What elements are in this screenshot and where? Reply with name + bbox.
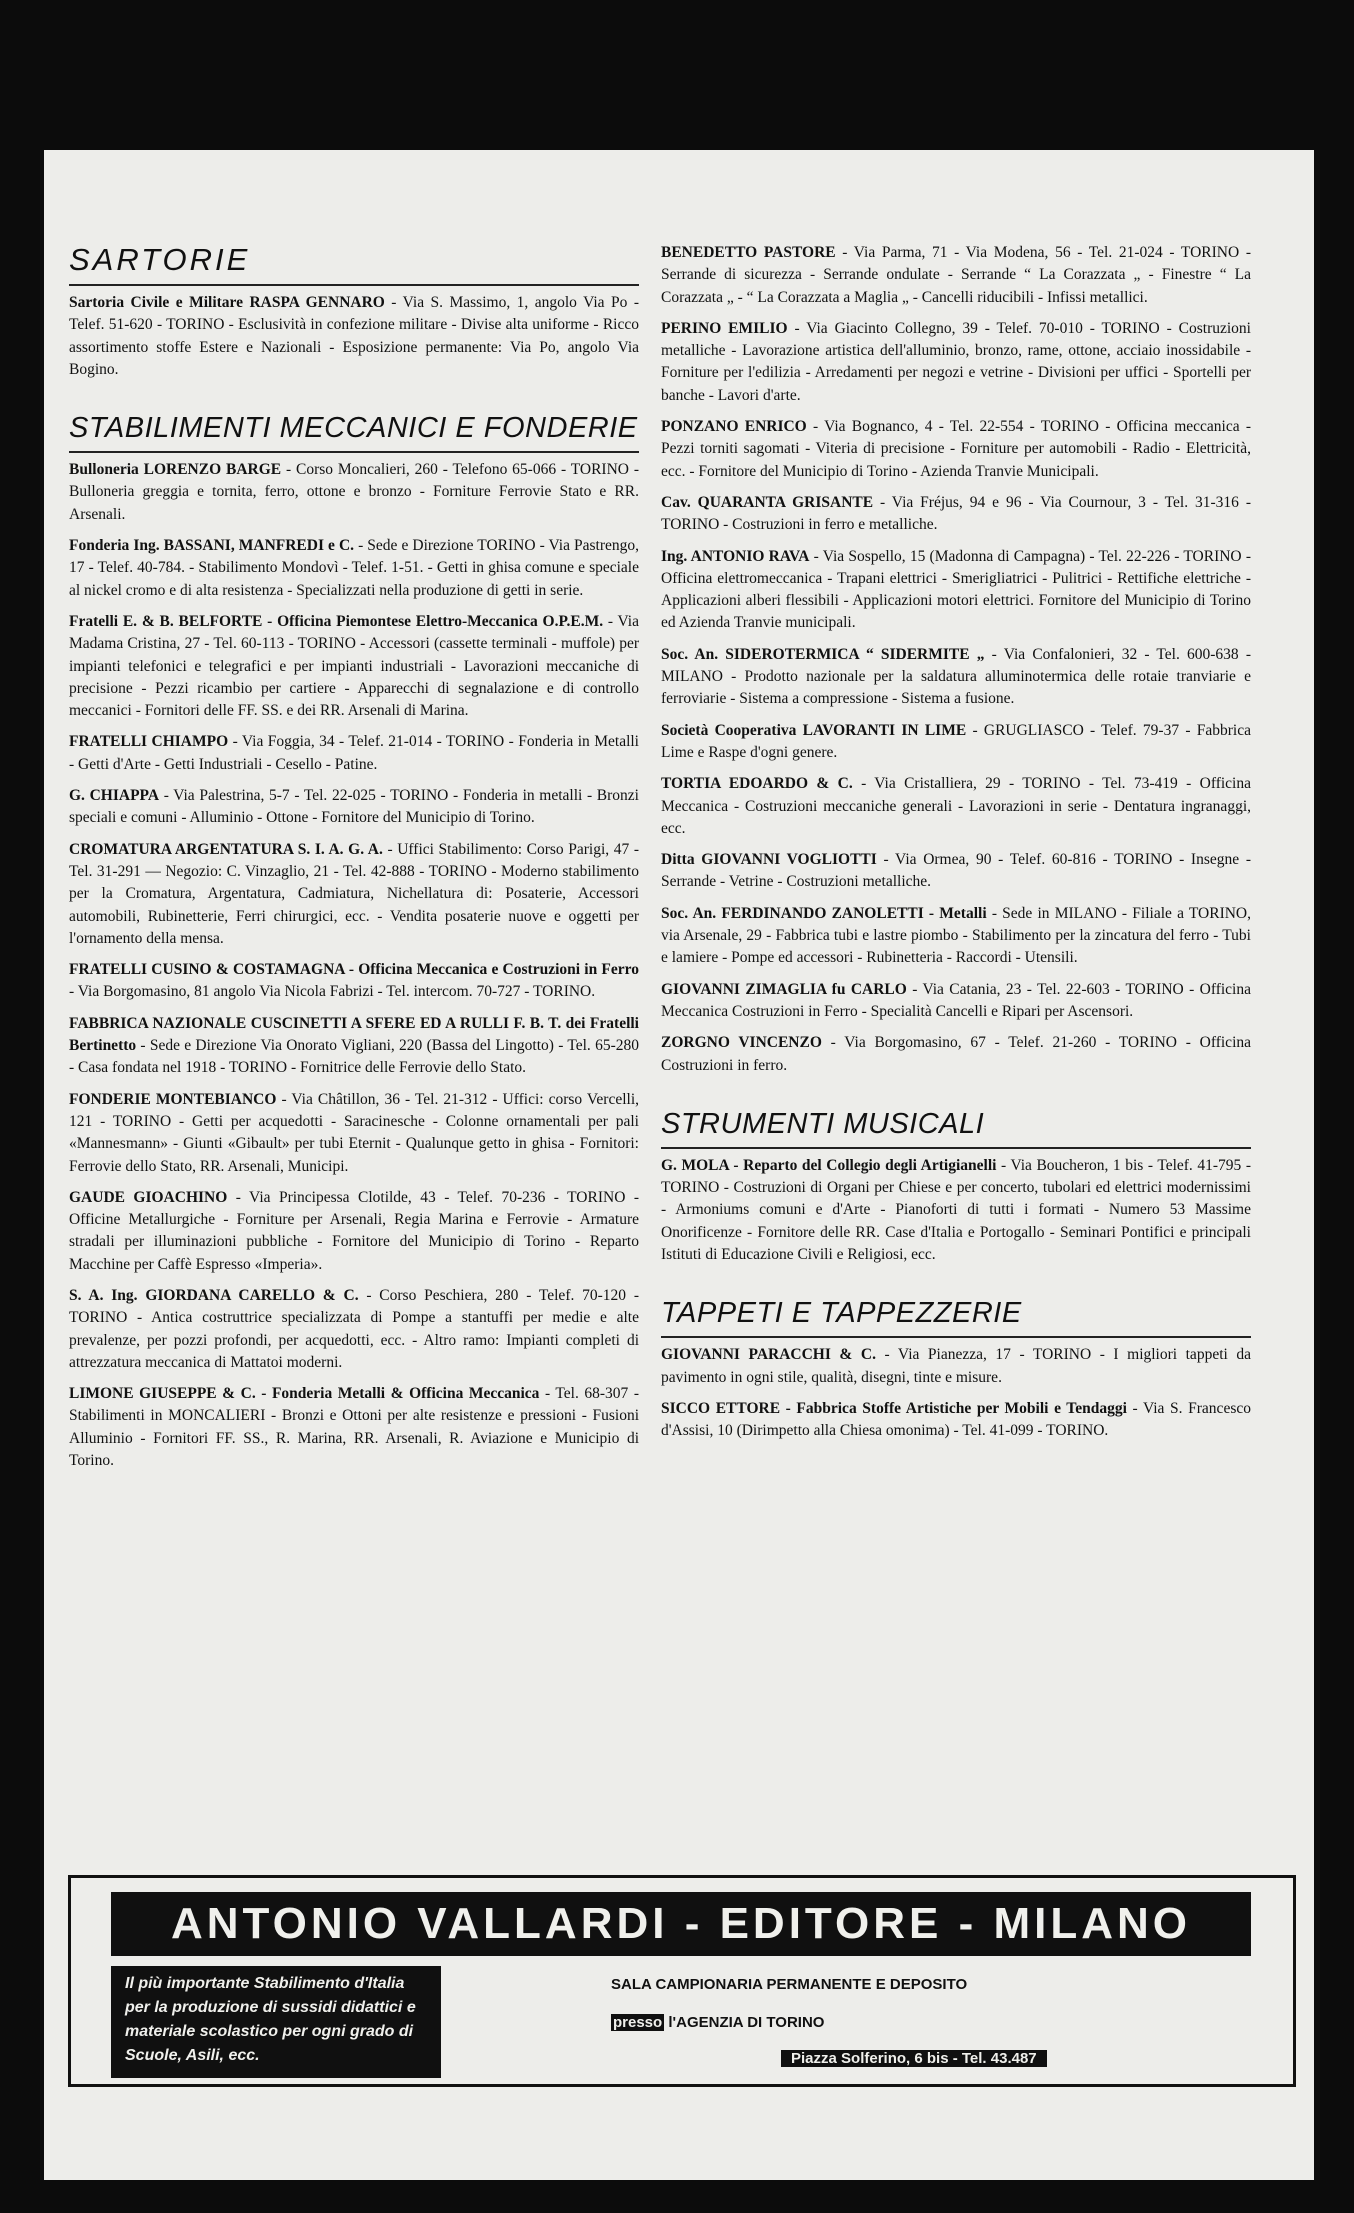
listing-name: G. CHIAPPA [69, 787, 160, 805]
listing-details: - Via Fréjus, 94 e 96 - Via Cournour, 3 - Tel. 31-316 - TORINO - Costruzioni in ferro e metalliche. [661, 493, 1251, 534]
listing-entry [69, 1013, 639, 1080]
listing-name: LIMONE GIUSEPPE & C. - Fonderia Metalli & Officina Meccanica [69, 1385, 540, 1403]
listing-details: - Sede e Direzione Via Onorato Vigliani, 220 (Bassa del Lingotto) - Tel. 65-280 - Casa fondata nel 1918 - TORINO - Fornitrice delle Ferrovie dello Stato. [69, 1037, 639, 1077]
listing-details: - Uffici Stabilimento: Corso Parigi, 47 - Tel. 31-291 — Negozio: C. Vinzaglio, 21 - Tel. 42-888 - TORINO - Moderno stabilimento per la Cromatura, Argentatura, Cadmiatura, Nichellatura di: Posaterie, Accessori automobili, Rubinetterie, Ferri chirurgici, ecc. - Vendita posaterie nuove e oggetti per l'ornamento della mensa. [69, 840, 640, 947]
listing-entry [661, 1032, 1251, 1077]
listing-entry [69, 535, 639, 602]
listing-details: - Via S. Francesco d'Assisi, 10 (Dirimpetto alla Chiesa omonima) - Tel. 41-099 - TORINO. [661, 1399, 1251, 1440]
listing-details: - GRUGLIASCO - Telef. 79-37 - Fabbrica Lime e Raspe d'ogni genere. [661, 721, 1251, 761]
banner-agency-prefix: presso [613, 2014, 663, 2031]
listing-details: - Via Sospello, 15 (Madonna di Campagna) - Tel. 22-226 - TORINO - Officina elettromeccanica - Trapani elettrici - Smerigliatrici - Pulitrici - Rettifiche elettriche - Applicazioni alberi flessibili - Applicazioni motori elettrici. Fornitore del Municipio di Torino ed Azienda Tranvie municipali. [661, 547, 1251, 632]
listing-entry [69, 1089, 639, 1178]
listing-details: - Via Cristalliera, 29 - TORINO - Tel. 73-419 - Officina Meccanica - Costruzioni meccaniche generali - Lavorazioni in serie - Dentatura ingranaggi, ecc. [661, 775, 1251, 837]
listing-name: Bulloneria LORENZO BARGE [69, 461, 282, 479]
listing-name: Sartoria Civile e Militare RASPA GENNARO [69, 294, 385, 311]
listing-details: - Corso Peschiera, 280 - Telef. 70-120 - TORINO - Antica costruttrice specializzata di Pompe a stantuffi per medie e alte prevalenze, per pozzi profondi, per acquedotti, ecc. - Altro ramo: Impianti completi di attrezzatura meccanica di Mattatoi moderni. [69, 1286, 639, 1371]
listing-name: S. A. Ing. GIORDANA CARELLO & C. [69, 1286, 359, 1304]
listing-details: - Via Châtillon, 36 - Tel. 21-312 - Uffici: corso Vercelli, 121 - TORINO - Getti per acquedotti - Saracinesche - Colonne ornamentali per pali «Mannesmann» - Giunti «Gibault» per tubi Eternit - Qualunque getto in ghisa - Fornitori: Ferrovie dello Stato, RR. Arsenali, Municipi. [69, 1090, 639, 1175]
listing-name: Ing. ANTONIO RAVA [661, 547, 810, 565]
listing-entry [661, 492, 1251, 537]
listing-entry [661, 318, 1251, 407]
listing-entry [661, 849, 1251, 894]
banner-address-line: Piazza Solferino, 6 bis - Tel. 43.487 [781, 2050, 1047, 2067]
listing-entry [69, 611, 639, 722]
listing-entry [661, 773, 1251, 840]
listing-name: FONDERIE MONTEBIANCO [69, 1090, 277, 1108]
listing-name: TORTIA EDOARDO & C. [661, 775, 853, 793]
listing-name: Fratelli E. & B. BELFORTE - Officina Piemontese Elettro-Meccanica O.P.E.M. [69, 612, 604, 630]
banner-showroom-line: SALA CAMPIONARIA PERMANENTE E DEPOSITO [611, 1976, 968, 1993]
listing-name: Ditta GIOVANNI VOGLIOTTI [661, 851, 877, 869]
listing-entry [661, 242, 1251, 309]
listing-name: FRATELLI CUSINO & COSTAMAGNA - Officina Meccanica e Costruzioni in Ferro [69, 961, 639, 979]
listing-name: GAUDE GIOACHINO [69, 1188, 228, 1206]
listing-details: - Via Pianezza, 17 - TORINO - I migliori tappeti da pavimento in ogni stile, qualità, disegni, tinte e misure. [661, 1346, 1251, 1386]
listing-entry [661, 979, 1251, 1024]
right-column [661, 242, 1251, 1451]
section-title-stabilimenti: STABILIMENTI MECCANICI E FONDERIE [69, 412, 639, 453]
listing-name: GIOVANNI PARACCHI & C. [661, 1346, 876, 1364]
listing-details: - Tel. 68-307 - Stabilimenti in MONCALIERI - Bronzi e Ottoni per alte resistenze e pressioni - Fusioni Alluminio - Fornitori FF. SS., R. Marina, RR. Arsenali, R. Aviazione e Municipio di Torino. [69, 1385, 639, 1470]
listing-name: Soc. An. FERDINANDO ZANOLETTI - Metalli [661, 904, 987, 922]
listing-details: - Via Catania, 23 - Tel. 22-603 - TORINO - Officina Meccanica Costruzioni in Ferro - Specialità Cancelli e Ripari per Ascensori. [661, 980, 1251, 1020]
listing-entry [661, 1398, 1251, 1443]
listing-details: - Via S. Massimo, 1, angolo Via Po - Telef. 51-620 - TORINO - Esclusività in confezione militare - Divise alta uniforme - Ricco assortimento stoffe Estere e Nazionali - Esposizione permanente: Via Po, angolo Via Bogino. [69, 294, 639, 378]
listing-entry [661, 546, 1251, 635]
listing-name: PERINO EMILIO [661, 319, 788, 337]
listing-entry [661, 1155, 1251, 1266]
listing-entry [69, 785, 639, 830]
listing-details: - Via Palestrina, 5-7 - Tel. 22-025 - TORINO - Fonderia in metalli - Bronzi speciali e comuni - Alluminio - Ottone - Fornitore del Municipio di Torino. [69, 787, 639, 827]
banner-contact [611, 1970, 1251, 2074]
listing-name: BENEDETTO PASTORE [661, 244, 836, 261]
section-title-tappeti: TAPPETI E TAPPEZZERIE [661, 1297, 1251, 1338]
listing-name: Fonderia Ing. BASSANI, MANFREDI e C. [69, 537, 355, 555]
listing-entry [69, 731, 639, 776]
listing-name: Cav. QUARANTA GRISANTE [661, 493, 874, 511]
listing-name: Società Cooperativa LAVORANTI IN LIME [661, 721, 967, 739]
listing-entry [661, 903, 1251, 970]
listing-entry [661, 720, 1251, 765]
listing-details: - Via Boucheron, 1 bis - Telef. 41-795 - TORINO - Costruzioni di Organi per Chiese e per concerto, tubolari ed elettrici modernissimi - Armoniums comuni e d'Arte - Pianoforti di tutti i formati - Numero 53 Massime Onorificenze - Fornitore delle RR. Case d'Italia e Portogallo - Seminari Pontifici e principali Istituti di Educazione Civili e Religiosi, ecc. [661, 1156, 1252, 1263]
banner-description: Il più importante Stabilimento d'Italia per la produzione di sussidi didattici e materiale scolastico per ogni grado di Scuole, Asili, ecc. [111, 1966, 441, 2078]
listing-name: CROMATURA ARGENTATURA S. I. A. G. A. [69, 840, 383, 858]
advertisement-banner [68, 1875, 1296, 2087]
listing-details: - Sede e Direzione TORINO - Via Pastrengo, 17 - Telef. 40-784. - Stabilimento Mondovì - Telef. 1-51. - Getti in ghisa comune e speciale al nickel cromo e di alta resistenza - Specializzati nella produzione di getti in serie. [69, 537, 640, 599]
listing-name: Soc. An. SIDEROTERMICA “ SIDERMITE „ [661, 645, 985, 663]
listing-name: FABBRICA NAZIONALE CUSCINETTI A SFERE ED A RULLI F. B. T. dei Fratelli Bertinetto [69, 1014, 639, 1055]
listing-entry [69, 292, 639, 381]
listing-details: - Via Bognanco, 4 - Tel. 22-554 - TORINO - Officina meccanica - Pezzi torniti sagomati - Viteria di precisione - Forniture per automobili - Radio - Elettricità, ecc. - Fornitore del Municipio di Torino - Azienda Tranvie Municipali. [661, 418, 1251, 480]
listing-entry [69, 1285, 639, 1374]
listing-entry [69, 1383, 639, 1472]
listing-details: - Via Principessa Clotilde, 43 - Telef. 70-236 - TORINO - Officine Metallurgiche - Forniture per Arsenali, Regia Marina e Ferrovie - Armature stradali per illuminazioni pubbliche - Fornitore del Municipio di Torino - Reparto Macchine per Caffè Espresso «Imperia». [69, 1188, 639, 1273]
section-gap [69, 390, 639, 412]
section-gap [661, 1275, 1251, 1297]
listing-name: G. MOLA - Reparto del Collegio degli Artigianelli [661, 1156, 997, 1174]
listing-details: - Via Borgomasino, 81 angolo Via Nicola Fabrizi - Tel. intercom. 70-727 - TORINO. [69, 983, 596, 1001]
left-column [69, 242, 639, 1481]
listing-details: - Via Madama Cristina, 27 - Tel. 60-113 - TORINO - Accessori (cassette terminali - muffole) per impianti telefonici e telegrafici e per impianti industriali - Lavorazioni meccaniche di precisione - Pezzi ricambio per cartiere - Apparecchi di segnalazione e di controllo meccanici - Fornitori delle FF. SS. e dei RR. Arsenali di Marina. [69, 612, 639, 720]
banner-agency-name: l'AGENZIA DI TORINO [668, 2014, 825, 2031]
listing-entry [69, 839, 639, 950]
listing-entry [69, 959, 639, 1004]
listing-name: SICCO ETTORE - Fabbrica Stoffe Artistiche per Mobili e Tendaggi [661, 1399, 1127, 1417]
listing-details: - Sede in MILANO - Filiale a TORINO, via Arsenale, 29 - Fabbrica tubi e lastre piombo - Stabilimento per la zincatura del ferro - Tubi e lamiere - Pompe ed accessori - Rubinetteria - Raccordi - Utensili. [661, 904, 1252, 967]
directory-page [44, 150, 1314, 2180]
section-title-sartorie: SARTORIE [69, 242, 639, 286]
listing-details: - Corso Moncalieri, 260 - Telefono 65-066 - TORINO - Bulloneria greggia e tornita, ferro, ottone e bronzo - Forniture Ferrovie Stato e RR. Arsenali. [69, 461, 639, 523]
listing-details: - Via Giacinto Collegno, 39 - Telef. 70-010 - TORINO - Costruzioni metalliche - Lavorazione artistica dell'alluminio, bronzo, rame, ottone, acciaio inossidabile - Forniture per l'edilizia - Arredamenti per negozi e vetrine - Divisioni per uffici - Sportelli per banche - Lavori d'arte. [661, 319, 1251, 404]
listing-entry [661, 1344, 1251, 1389]
listing-entry [69, 459, 639, 526]
listing-details: - Via Confalonieri, 32 - Tel. 600-638 - MILANO - Prodotto nazionale per la saldatura alluminotermica delle rotaie tranviarie e ferroviarie - Sistema a compressione - Sistema a fusione. [661, 645, 1251, 708]
listing-name: ZORGNO VINCENZO [661, 1034, 822, 1052]
listing-name: GIOVANNI ZIMAGLIA fu CARLO [661, 980, 907, 998]
banner-headline: ANTONIO VALLARDI - EDITORE - MILANO [111, 1892, 1251, 1956]
listing-details: - Via Parma, 71 - Via Modena, 56 - Tel. 21-024 - TORINO - Serrande di sicurezza - Serrande ondulate - Serrande “ La Corazzata „ - Finestre “ La Corazzata „ - “ La Corazzata a Maglia „ - Cancelli riducibili - Infissi metallici. [661, 244, 1251, 306]
listing-entry [661, 644, 1251, 711]
listing-entry [661, 416, 1251, 483]
listing-details: - Via Foggia, 34 - Telef. 21-014 - TORINO - Fonderia in Metalli - Getti d'Arte - Getti Industriali - Cesello - Patine. [69, 733, 639, 773]
listing-details: - Via Ormea, 90 - Telef. 60-816 - TORINO - Insegne - Serrande - Vetrine - Costruzioni metalliche. [661, 851, 1251, 891]
listing-name: FRATELLI CHIAMPO [69, 733, 229, 751]
banner-agency-line [611, 2014, 824, 2031]
section-title-strumenti: STRUMENTI MUSICALI [661, 1108, 1251, 1149]
listing-name: PONZANO ENRICO [661, 418, 807, 436]
listing-entry [69, 1187, 639, 1276]
listing-details: - Via Borgomasino, 67 - Telef. 21-260 - TORINO - Officina Costruzioni in ferro. [661, 1034, 1252, 1074]
section-gap [661, 1086, 1251, 1108]
